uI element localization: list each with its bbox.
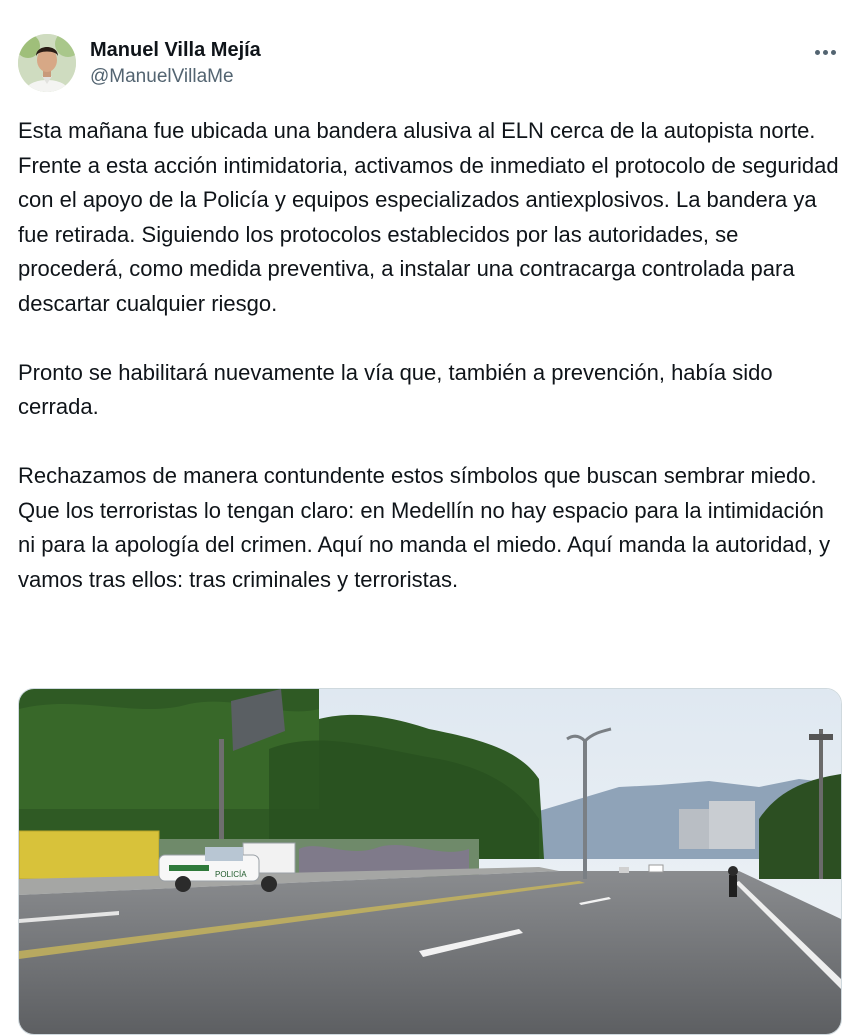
tweet-paragraph: Pronto se habilitará nuevamente la vía que, también a prevención, había sido cerrada.	[18, 359, 773, 419]
yellow-wall	[19, 831, 159, 879]
avatar[interactable]	[18, 34, 76, 92]
street-lamp	[583, 739, 587, 879]
tweet-photo[interactable]	[18, 688, 842, 1035]
street-scene-image	[19, 689, 841, 1034]
building	[679, 809, 709, 849]
tweet-header	[18, 34, 840, 94]
tweet-text	[18, 114, 840, 632]
more-options-icon[interactable]	[810, 42, 840, 62]
tweet-paragraph: Esta mañana fue ubicada una bandera alusiva al ELN cerca de la autopista norte. Frente a esta acción intimidatoria, activamos de inmediato el protocolo de seguridad con el apoyo de la Policía y equipos especializados antiexplosivos. La bandera ya fue retirada. Siguiendo los protocolos establecidos por las autoridades, se procederá, como medida preventiva, a instalar una contracarga controlada para descartar cualquier riesgo.	[18, 118, 839, 316]
display-name[interactable]: Manuel Villa Mejía	[90, 39, 261, 61]
police-label: POLICÍA	[215, 870, 247, 879]
dot	[815, 50, 820, 55]
profile-photo-icon	[18, 34, 76, 92]
user-handle[interactable]: @ManuelVillaMe	[90, 66, 234, 87]
tweet-paragraph: Rechazamos de manera contundente estos símbolos que buscan sembrar miedo. Que los terroristas lo tengan claro: en Medellín no hay espacio para la intimidación ni para la apología del crimen. Aquí no manda el miedo. Aquí manda la autoridad, y vamos tras ellos: tras criminales y terroristas.	[18, 463, 831, 592]
dot	[831, 50, 836, 55]
police-officer	[728, 866, 738, 897]
building	[709, 801, 755, 849]
dot	[823, 50, 828, 55]
author-names	[90, 38, 261, 89]
